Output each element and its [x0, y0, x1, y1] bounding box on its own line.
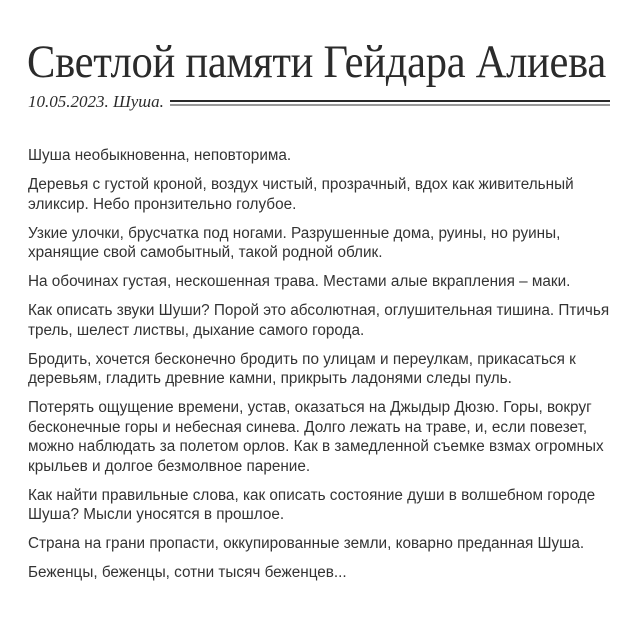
paragraph: Потерять ощущение времени, устав, оказаться на Джыдыр Дюзю. Горы, вокруг бесконечные горы и небесная синева. Долго лежать на траве, и, если повезет, можно наблюдать за полетом орлов. Как в замедленной съемке взмах огромных крыльев и долгое безмолвное парение. [28, 399, 604, 475]
dateline-row [28, 91, 610, 113]
paragraph: На обочинах густая, нескошенная трава. Местами алые вкрапления – маки. [28, 273, 571, 290]
paragraph: Узкие улочки, брусчатка под ногами. Разрушенные дома, руины, но руины, хранящие свой самобытный, такой родной облик. [28, 224, 561, 261]
rule-light-line [170, 104, 610, 106]
paragraph: Как найти правильные слова, как описать состояние души в волшебном городе Шуша? Мысли уносятся в прошлое. [28, 486, 596, 523]
article-title: Светлой памяти Гейдара Алиева [27, 36, 607, 88]
paragraph: Страна на грани пропасти, оккупированные земли, коварно преданная Шуша. [28, 535, 585, 552]
paragraph: Как описать звуки Шуши? Порой это абсолютная, оглушительная тишина. Птичья трель, шелест листвы, дыхание самого города. [28, 302, 610, 339]
dateline: 10.05.2023. Шуша. [28, 92, 164, 111]
paragraph: Шуша необыкновенна, неповторима. [28, 147, 292, 164]
paragraph: Беженцы, беженцы, сотни тысяч беженцев... [28, 564, 347, 581]
double-rule-divider [170, 100, 610, 107]
rule-dark-line [170, 100, 610, 102]
paragraph: Бродить, хочется бесконечно бродить по улицам и переулкам, прикасаться к деревьям, гладить древние камни, прикрыть ладонями следы пуль. [28, 350, 576, 387]
paragraph: Деревья с густой кроной, воздух чистый, прозрачный, вдох как живительный эликсир. Небо пронзительно голубое. [28, 176, 574, 213]
article-body [28, 146, 618, 592]
